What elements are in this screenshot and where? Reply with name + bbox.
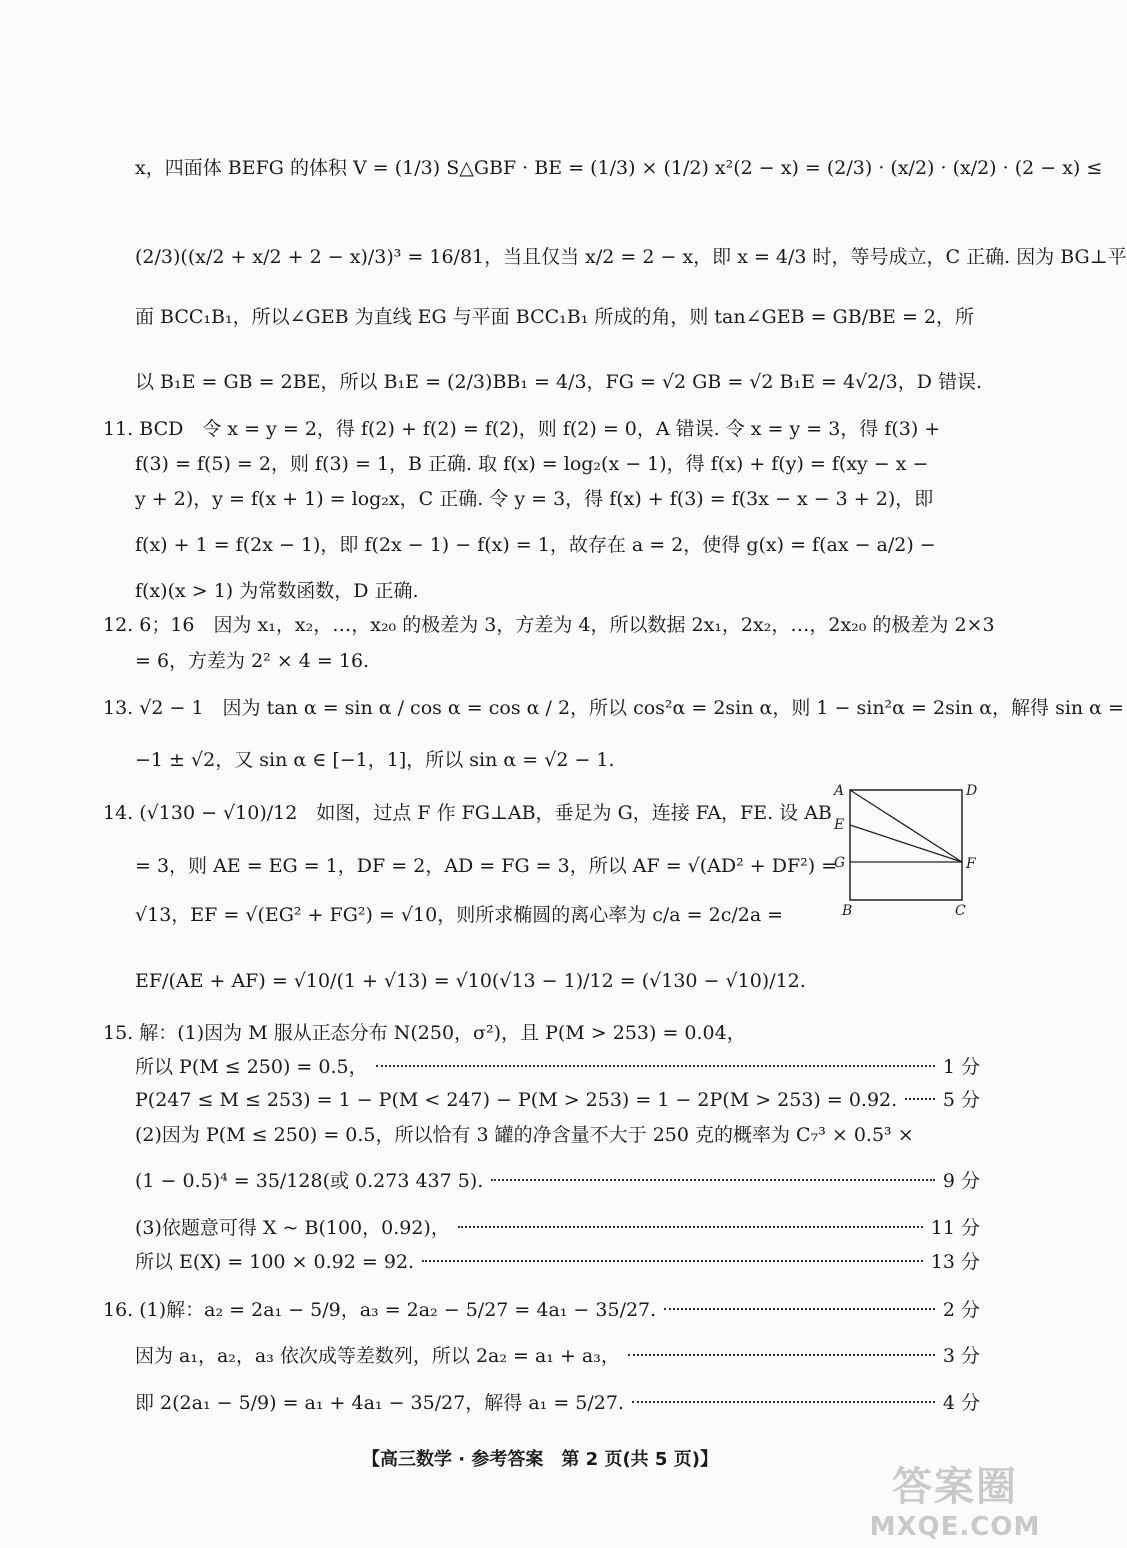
scored-line: 16. (1)解：a₂ = 2a₁ − 5/9，a₃ = 2a₂ − 5/27 = 4a₁ − 35/27. 2 分 [103,1299,980,1321]
q14-line: √13，EF = √(EG² + FG²) = √10，则所求椭圆的离心率为 c/a = 2c/2a = [135,904,784,926]
label-g: G [834,855,846,871]
scored-line: 因为 a₁，a₂，a₃ 依次成等差数列，所以 2a₂ = a₁ + a₃， 3 分 [135,1345,980,1367]
square-figure [830,780,980,920]
score: 9 分 [942,1170,980,1192]
scored-line: (3)依题意可得 X ~ B(100，0.92)， 11 分 [135,1217,980,1239]
q15-line: (2)因为 P(M ≤ 250) = 0.5，所以恰有 3 罐的净含量不大于 250 克的概率为 C₇³ × 0.5³ × [135,1124,914,1146]
score: 13 分 [930,1251,980,1273]
score: 5 分 [942,1089,980,1111]
q11-line: y + 2)，y = f(x + 1) = log₂x，C 正确. 令 y = 3，得 f(x) + f(3) = f(3x − x − 3 + 2)，即 [135,488,934,510]
scored-line: (1 − 0.5)⁴ = 35/128(或 0.273 437 5). 9 分 [135,1170,980,1192]
label-a: A [834,783,845,799]
q12-line: = 6，方差为 2² × 4 = 16. [135,650,370,672]
q13-line: −1 ± √2，又 sin α ∈ [−1，1]，所以 sin α = √2 − 1. [135,749,615,771]
solution-line: (2/3)((x/2 + x/2 + 2 − x)/3)³ = 16/81，当且仅当 x/2 = 2 − x，即 x = 4/3 时，等号成立，C 正确. 因为 BG⊥平 [135,246,1127,268]
scored-line: 即 2(2a₁ − 5/9) = a₁ + 4a₁ − 35/27，解得 a₁ = 5/27. 4 分 [135,1392,980,1414]
q12-line: 12. 6；16 因为 x₁，x₂，…，x₂₀ 的极差为 3，方差为 4，所以数据 2x₁，2x₂，…，2x₂₀ 的极差为 2×3 [103,614,995,636]
label-b: B [842,903,853,919]
q14-line: = 3，则 AE = EG = 1，DF = 2，AD = FG = 3，所以 AF = √(AD² + DF²) = [135,855,838,877]
solution-line: 面 BCC₁B₁，所以∠GEB 为直线 EG 与平面 BCC₁B₁ 所成的角，则 tan∠GEB = GB/BE = 2，所 [135,306,975,328]
page-footer: 【高三数学 · 参考答案 第 2 页(共 5 页)】 [362,1449,718,1470]
q11-line: f(x) + 1 = f(2x − 1)，即 f(2x − 1) − f(x) = 1，故存在 a = 2，使得 g(x) = f(ax − a/2) − [135,534,936,556]
score: 3 分 [942,1345,980,1367]
scored-line: 所以 E(X) = 100 × 0.92 = 92. 13 分 [135,1251,980,1273]
solution-line: 以 B₁E = GB = 2BE，所以 B₁E = (2/3)BB₁ = 4/3，FG = √2 GB = √2 B₁E = 4√2/3，D 错误. [135,371,983,393]
label-c: C [955,903,966,919]
q15-line: 15. 解：(1)因为 M 服从正态分布 N(250，σ²)，且 P(M > 253) = 0.04， [103,1022,746,1044]
score: 1 分 [942,1056,980,1078]
q11-line: f(x)(x > 1) 为常数函数，D 正确. [135,580,419,602]
q11-line: 11. BCD 令 x = y = 2，得 f(2) + f(2) = f(2)，则 f(2) = 0，A 错误. 令 x = y = 3，得 f(3) + [103,418,941,440]
label-e: E [834,817,845,833]
q14-line: 14. (√130 − √10)/12 如图，过点 F 作 FG⊥AB，垂足为 G，连接 FA，FE. 设 AB [103,802,832,824]
q13-line: 13. √2 − 1 因为 tan α = sin α / cos α = cos α / 2，所以 cos²α = 2sin α，则 1 − sin²α = 2sin α，解得 sin α = [103,697,1124,719]
label-d: D [966,783,978,799]
score: 4 分 [942,1392,980,1414]
watermark-logo: 答案圈 MXQE.COM [869,1464,1041,1542]
score: 2 分 [942,1299,980,1321]
q11-line: f(3) = f(5) = 2，则 f(3) = 1，B 正确. 取 f(x) = log₂(x − 1)，得 f(x) + f(y) = f(xy − x − [135,453,929,475]
label-f: F [966,856,976,872]
solution-line: x，四面体 BEFG 的体积 V = (1/3) S△GBF · BE = (1/3) × (1/2) x²(2 − x) = (2/3) · (x/2) · (x/2) · (2 − x) ≤ [135,157,1103,179]
score: 11 分 [930,1217,980,1239]
scored-line: P(247 ≤ M ≤ 253) = 1 − P(M < 247) − P(M > 253) = 1 − 2P(M > 253) = 0.92. 5 分 [135,1089,980,1111]
scored-line: 所以 P(M ≤ 250) = 0.5， 1 分 [135,1056,980,1078]
q14-line: EF/(AE + AF) = √10/(1 + √13) = √10(√13 − 1)/12 = (√130 − √10)/12. [135,970,806,992]
